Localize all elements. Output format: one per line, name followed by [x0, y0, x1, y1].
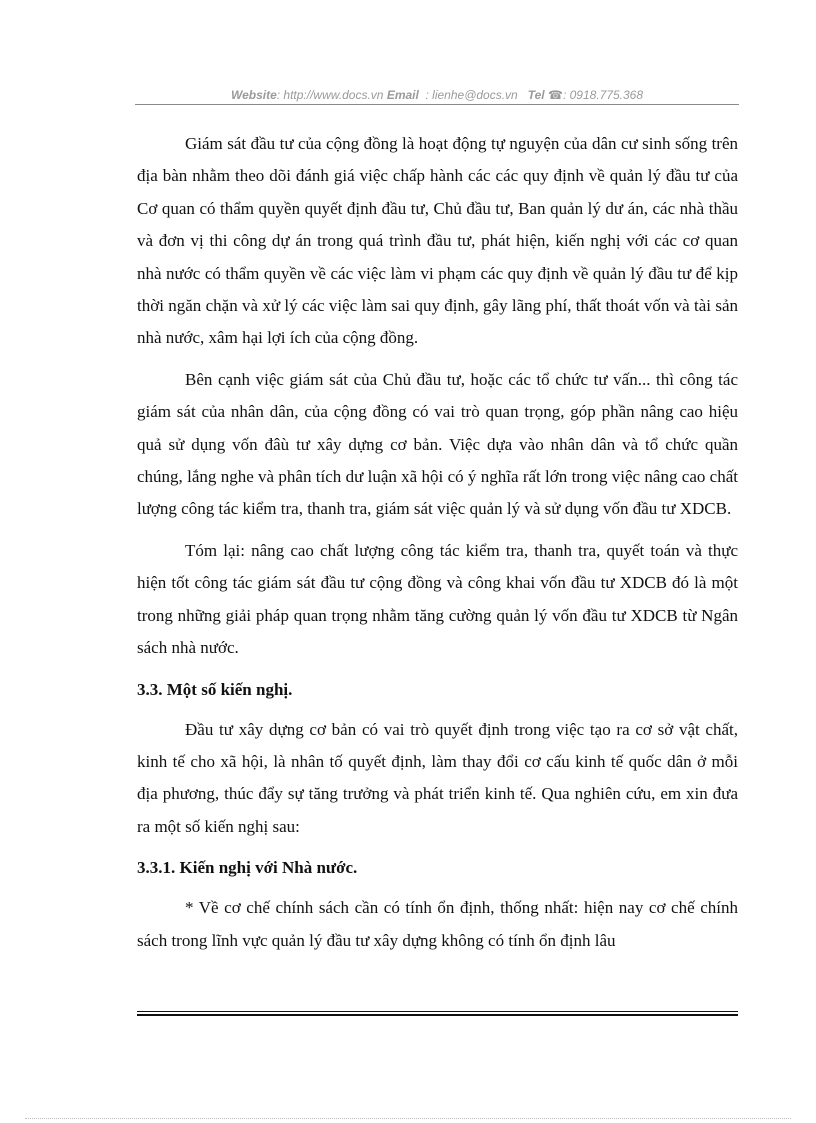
paragraph: * Về cơ chế chính sách cần có tính ổn định, thống nhất: hiện nay cơ chế chính sách trong lĩnh vực quản lý đầu tư xây dựng không có tính ổn định lâu	[137, 898, 738, 950]
website-value: : http://www.docs.vn	[276, 88, 384, 102]
website-label: Website	[230, 88, 277, 102]
header-divider	[135, 104, 739, 105]
subsection-heading: 3.3.1. Kiến nghị với Nhà nước.	[137, 858, 358, 878]
page-header	[135, 88, 739, 104]
footer-divider	[137, 1011, 738, 1016]
paragraph: Giám sát đầu tư của cộng đồng là hoạt động tự nguyện của dân cư sinh sống trên địa bàn nhằm theo dõi đánh giá việc chấp hành các các quy định về quản lý đầu tư của Cơ quan có thẩm quyền quyết định đầu tư, Chủ đầu tư, Ban quản lý dư án, các nhà thầu và đơn vị thi công dự án trong quá trình đầu tư, phát hiện, kiến nghị với các cơ quan nhà nước có thẩm quyền về các việc làm vi phạm các quy định về quản lý đầu tư để kịp thời ngăn chặn và xử lý các việc làm sai quy định, gây lãng phí, thất thoát vốn và tài sản nhà nước, xâm hại lợi ích của cộng đồng.	[137, 134, 738, 348]
paragraph: Đầu tư xây dựng cơ bản có vai trò quyết định trong việc tạo ra cơ sở vật chất, kinh tế cho xã hội, là nhân tố quyết định, làm thay đổi cơ cấu kinh tế quốc dân ở mỗi địa phương, thúc đẩy sự tăng trưởng và phát triển kinh tế. Qua nghiên cứu, em xin đưa ra một số kiến nghị sau:	[137, 719, 738, 836]
phone-icon: ☎	[548, 88, 563, 102]
tel-label: Tel	[527, 88, 545, 102]
page-edge-divider	[25, 1118, 791, 1119]
email-label: Email	[386, 88, 419, 102]
tel-value: : 0918.775.368	[562, 88, 644, 102]
paragraph: Tóm lại: nâng cao chất lượng công tác kiểm tra, thanh tra, quyết toán và thực hiện tốt công tác giám sát đầu tư cộng đồng và công khai vốn đầu tư XDCB đó là một trong những giải pháp quan trọng nhằm tăng cường quản lý vốn đầu tư XDCB từ Ngân sách nhà nước.	[137, 540, 738, 658]
email-value: : lienhe@docs.vn	[425, 88, 518, 102]
paragraph: Bên cạnh việc giám sát của Chủ đầu tư, hoặc các tổ chức tư vấn... thì công tác giám sát của nhân dân, của cộng đồng có vai trò quan trọng, góp phần nâng cao hiệu quả sử dụng vốn đâù tư xây dựng cơ bản. Việc dựa vào nhân dân và tổ chức quần chúng, lắng nghe và phân tích dư luận xã hội có ý nghĩa rất lớn trong việc nâng cao chất lượng công tác kiểm tra, thanh tra, giám sát việc quản lý và sử dụng vốn đầu tư XDCB.	[137, 369, 738, 519]
section-heading: 3.3. Một số kiến nghị.	[137, 679, 293, 699]
document-body	[137, 128, 738, 957]
